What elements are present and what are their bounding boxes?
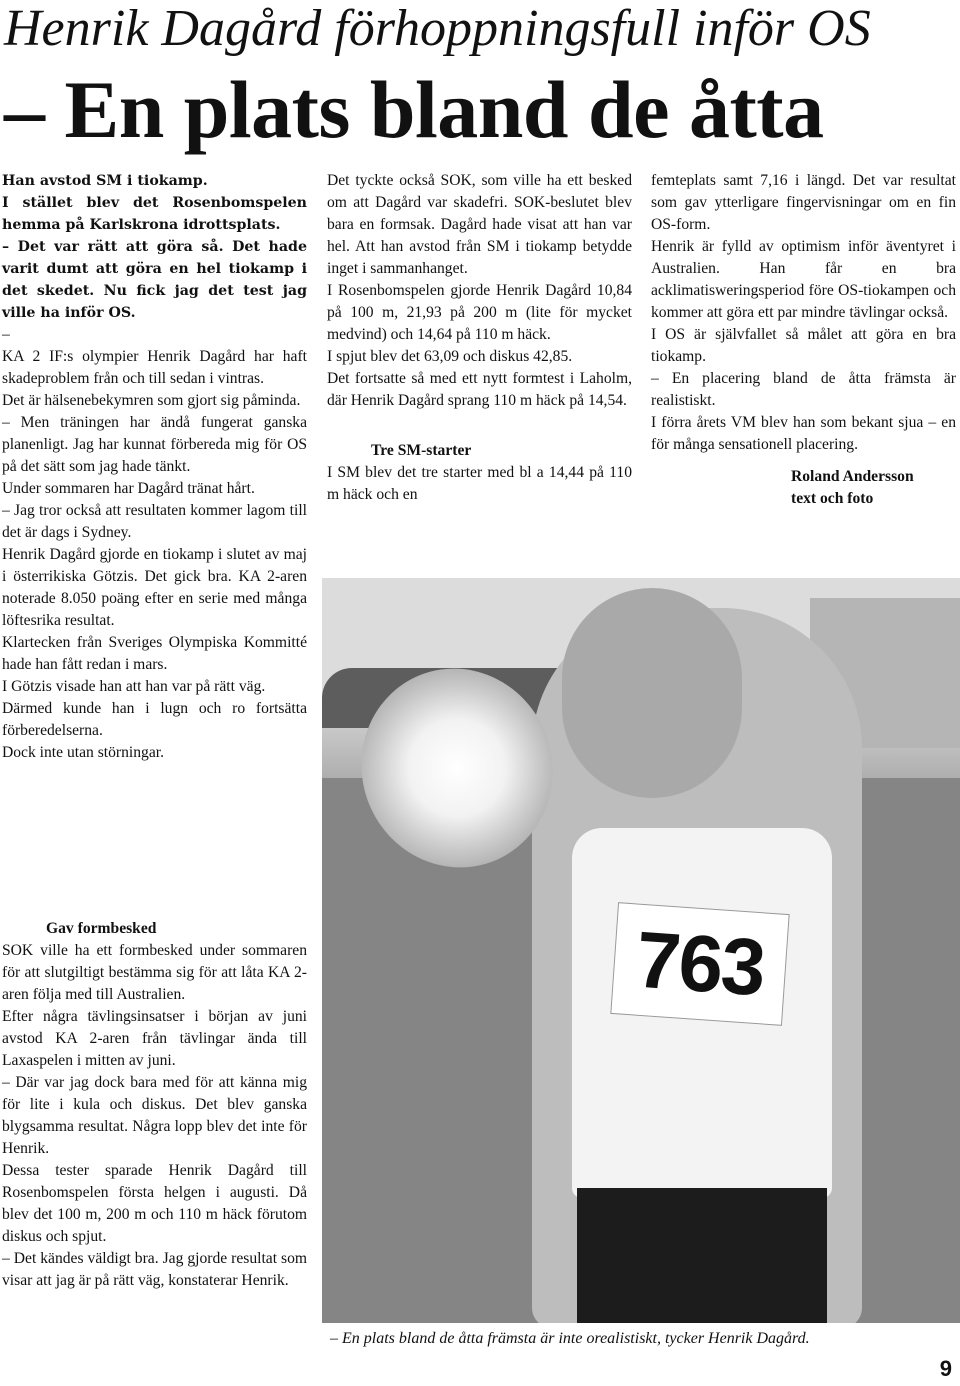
byline-name: Roland Andersson [791,468,914,485]
photo-athlete-head [562,588,742,798]
lead-paragraph: – Det var rätt att göra så. Det hade varit dumt att göra en hel tiokamp i det skedet. Nu fick jag det test jag ville ha inför OS. [2,239,307,321]
body-paragraph: – Jag tror också att resultaten kommer lagom till det är dags i Sydney. [2,502,307,541]
body-paragraph: I SM blev det tre starter med bl a 14,44 på 110 m häck och en [327,464,632,503]
section-heading: Tre SM-starter [371,442,472,459]
body-paragraph: Dessa tester sparade Henrik Dagård till Rosenbomspelen första helgen i augusti. Då blev det 100 m, 200 m och 110 m häck förutom diskus och spjut. [2,1162,307,1245]
body-paragraph: Det fortsatte så med ett nytt formtest i Laholm, där Henrik Dagård sprang 110 m häck på 14,54. [327,370,632,409]
body-paragraph: I OS är självfallet så målet att göra en bra tiokamp. [651,326,956,365]
body-paragraph: Under sommaren har Dagård tränat hårt. [2,480,255,497]
body-paragraph: Efter några tävlingsinsatser i början av juni avstod KA 2-aren från tävlingar ända till Laxaspelen i mitten av juni. [2,1008,307,1069]
body-paragraph: SOK ville ha ett formbesked under sommaren för att slutgiltigt bestämma sig för att låta KA 2-aren följa med till Australien. [2,942,307,1003]
page-number: 9 [939,1356,952,1381]
column-1-lower [2,918,307,1292]
body-paragraph: KA 2 IF:s olympier Henrik Dagård har haft skadeproblem från och till sedan i vintras. [2,348,307,387]
body-paragraph: – Det kändes väldigt bra. Jag gjorde resultat som visar att jag är på rätt väg, konstaterar Henrik. [2,1250,307,1289]
column-2 [327,170,632,506]
body-paragraph: Henrik Dagård gjorde en tiokamp i slutet av maj i österrikiska Götzis. Det gick bra. KA 2-aren noterade 8.050 poäng efter en serie med många löftesrika resultat. [2,546,307,629]
article-headline: – En plats bland de åtta [4,64,824,155]
body-paragraph: Det tyckte också SOK, som ville ha ett besked om att Dagård var skadefri. SOK-beslutet blev bara en formsak. Dagård hade visat att han var hel. Att han avstod från SM i tiokamp betydde inget i sammanhanget. [327,172,632,277]
lead-paragraph: I stället blev det Rosenbomspelen hemma på Karlskrona idrottsplats. [2,195,307,233]
byline-credit: text och foto [791,490,874,507]
body-paragraph: I spjut blev det 63,09 och diskus 42,85. [327,348,573,365]
section-heading: Gav formbesked [46,920,157,937]
body-paragraph: Därmed kunde han i lugn och ro fortsätta förberedelserna. [2,700,307,739]
body-paragraph: – Men träningen har ändå fungerat ganska planenligt. Jag har kunnat förbereda mig för OS på det sätt som jag hade tänkt. [2,414,307,475]
body-paragraph: I Rosenbomspelen gjorde Henrik Dagård 10,84 på 100 m, 21,93 på 200 m (lite för mycket medvind) och 14,64 på 110 m häck. [327,282,632,343]
body-paragraph: – En placering bland de åtta främsta är realistiskt. [651,370,956,409]
body-paragraph: Det är hälsenebekymren som gjort sig påminda. [2,392,301,409]
body-paragraph: – Där var jag dock bara med för att känna mig för lite i kula och diskus. Det blev ganska blygsamma resultat. Några lopp blev det inte för Henrik. [2,1074,307,1157]
body-paragraph: femteplats samt 7,16 i längd. Det var resultat som gav ytterligare fingervisningar om en fin OS-form. [651,172,956,233]
body-paragraph: Dock inte utan störningar. [2,744,164,761]
column-3 [651,170,956,510]
article-kicker: Henrik Dagård förhoppningsfull inför OS [4,0,871,57]
column-1 [2,170,307,764]
lead-paragraph: Han avstod SM i tiokamp. [2,173,208,189]
photo-athlete-shorts [577,1188,827,1323]
body-paragraph: Henrik är fylld av optimism inför äventyret i Australien. Han får en bra acklimatisweringsperiod före OS-tiokampen och kommer att göra ett par mindre tävlingar också. [651,238,956,321]
photo-race-bib: 763 [610,902,789,1026]
body-paragraph: – [2,326,10,343]
body-paragraph: I förra årets VM blev han som bekant sjua – en för många sensationell placering. [651,414,956,453]
athlete-photo [322,578,960,1323]
body-paragraph: I Götzis visade han att han var på rätt väg. [2,678,266,695]
photo-caption: – En plats bland de åtta främsta är inte orealistiskt, tycker Henrik Dagård. [330,1330,810,1347]
body-paragraph: Klartecken från Sveriges Olympiska Kommitté hade han fått redan i mars. [2,634,307,673]
